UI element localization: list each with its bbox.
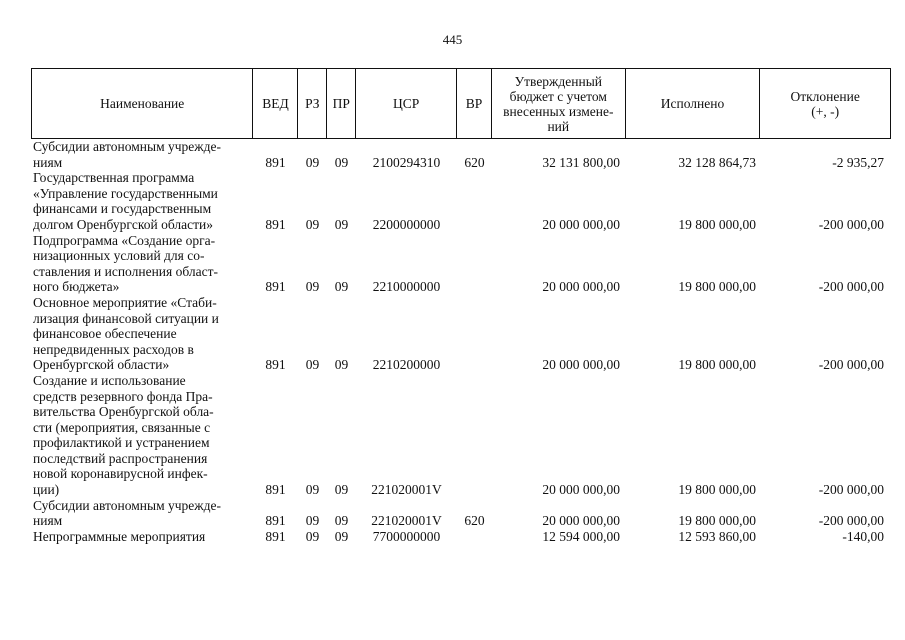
header-deviation-line: (+, -) bbox=[811, 103, 840, 119]
name-line: Подпрограмма «Создание орга- bbox=[33, 232, 216, 248]
cell-approved-budget: 12 594 000,00 bbox=[542, 528, 620, 544]
table-header bbox=[31, 68, 891, 139]
name-line: Субсидии автономным учрежде- bbox=[33, 497, 221, 513]
cell-deviation: -2 935,27 bbox=[832, 154, 884, 170]
page-number: 445 bbox=[442, 32, 463, 47]
cell-executed: 19 800 000,00 bbox=[678, 216, 756, 232]
cell-csr: 2200000000 bbox=[372, 216, 441, 232]
cell-deviation: -200 000,00 bbox=[818, 357, 884, 373]
header-pr: ПР bbox=[327, 69, 356, 138]
cell-rz: 09 bbox=[305, 528, 320, 544]
name-line: «Управление государственными bbox=[33, 185, 218, 201]
cell-pr: 09 bbox=[334, 279, 349, 295]
name-line: вительства Оренбургской обла- bbox=[33, 404, 214, 420]
name-line: Создание и использование bbox=[33, 372, 186, 388]
name-line: последствий распространения bbox=[33, 450, 208, 466]
cell-deviation: -200 000,00 bbox=[818, 279, 884, 295]
name-line: ного бюджета» bbox=[33, 279, 120, 295]
budget-table bbox=[31, 68, 891, 544]
name-line: Непрограммные мероприятия bbox=[33, 528, 206, 544]
cell-executed: 19 800 000,00 bbox=[678, 279, 756, 295]
name-line: новой коронавирусной инфек- bbox=[33, 466, 208, 482]
cell-csr: 2210000000 bbox=[372, 279, 441, 295]
cell-approved-budget: 32 131 800,00 bbox=[542, 154, 620, 170]
header-approved-budget bbox=[492, 69, 626, 138]
cell-pr: 09 bbox=[334, 154, 349, 170]
header-budget-line: Утвержденный bbox=[514, 73, 602, 89]
header-csr: ЦСР bbox=[356, 69, 457, 138]
header-budget-line: ний bbox=[547, 118, 570, 134]
cell-rz: 09 bbox=[305, 482, 320, 498]
cell-ved: 891 bbox=[265, 482, 286, 498]
cell-name bbox=[31, 170, 253, 232]
table-row bbox=[31, 498, 891, 529]
cell-approved-budget: 20 000 000,00 bbox=[542, 482, 620, 498]
cell-executed: 32 128 864,73 bbox=[678, 154, 756, 170]
cell-csr: 221020001V bbox=[371, 482, 442, 498]
cell-name bbox=[31, 139, 253, 170]
name-line: финансовое обеспечение bbox=[33, 326, 177, 342]
cell-executed: 19 800 000,00 bbox=[678, 482, 756, 498]
cell-deviation: -200 000,00 bbox=[818, 216, 884, 232]
name-line: Основное мероприятие «Стаби- bbox=[33, 294, 217, 310]
cell-deviation: -200 000,00 bbox=[818, 513, 884, 529]
cell-deviation: -200 000,00 bbox=[818, 482, 884, 498]
name-line: ставления и исполнения област- bbox=[33, 263, 219, 279]
table-row bbox=[31, 233, 891, 295]
cell-executed: 19 800 000,00 bbox=[678, 513, 756, 529]
name-line: ции) bbox=[33, 482, 60, 498]
table-body bbox=[31, 139, 891, 544]
cell-name bbox=[31, 498, 253, 529]
name-line: профилактикой и устранением bbox=[33, 435, 210, 451]
cell-name bbox=[31, 295, 253, 373]
cell-executed: 12 593 860,00 bbox=[678, 528, 756, 544]
header-deviation bbox=[760, 69, 890, 138]
cell-rz: 09 bbox=[305, 357, 320, 373]
cell-approved-budget: 20 000 000,00 bbox=[542, 513, 620, 529]
name-line: лизация финансовой ситуации и bbox=[33, 310, 219, 326]
name-line: сти (мероприятия, связанные с bbox=[33, 419, 211, 435]
cell-ved: 891 bbox=[265, 513, 286, 529]
cell-rz: 09 bbox=[305, 154, 320, 170]
cell-csr: 2210200000 bbox=[372, 357, 441, 373]
table-row bbox=[31, 295, 891, 373]
cell-name bbox=[31, 233, 253, 295]
table-row bbox=[31, 529, 891, 545]
header-rz: РЗ bbox=[298, 69, 327, 138]
cell-pr: 09 bbox=[334, 528, 349, 544]
name-line: долгом Оренбургской области» bbox=[33, 216, 213, 232]
cell-ved: 891 bbox=[265, 528, 286, 544]
name-line: низационных условий для со- bbox=[33, 248, 205, 264]
cell-ved: 891 bbox=[265, 279, 286, 295]
cell-ved: 891 bbox=[265, 357, 286, 373]
cell-name bbox=[31, 529, 253, 545]
table-row bbox=[31, 373, 891, 498]
name-line: средств резервного фонда Пра- bbox=[33, 388, 213, 404]
cell-ved: 891 bbox=[265, 154, 286, 170]
header-budget-line: бюджет с учетом bbox=[509, 88, 607, 104]
cell-rz: 09 bbox=[305, 216, 320, 232]
table-row bbox=[31, 170, 891, 232]
cell-pr: 09 bbox=[334, 513, 349, 529]
cell-csr: 221020001V bbox=[371, 513, 442, 529]
cell-ved: 891 bbox=[265, 216, 286, 232]
name-line: ниям bbox=[33, 154, 63, 170]
cell-csr: 7700000000 bbox=[372, 528, 441, 544]
name-line: Государственная программа bbox=[33, 170, 195, 186]
cell-pr: 09 bbox=[334, 216, 349, 232]
header-vr: ВР bbox=[457, 69, 492, 138]
header-ved: ВЕД bbox=[253, 69, 298, 138]
name-line: Субсидии автономным учрежде- bbox=[33, 139, 221, 154]
cell-approved-budget: 20 000 000,00 bbox=[542, 357, 620, 373]
table-row bbox=[31, 139, 891, 170]
header-executed: Исполнено bbox=[626, 69, 761, 138]
name-line: финансами и государственным bbox=[33, 201, 212, 217]
cell-pr: 09 bbox=[334, 482, 349, 498]
cell-vr: 620 bbox=[464, 154, 485, 170]
name-line: Оренбургской области» bbox=[33, 357, 170, 373]
cell-csr: 2100294310 bbox=[372, 154, 441, 170]
name-line: непредвиденных расходов в bbox=[33, 341, 194, 357]
cell-vr: 620 bbox=[464, 513, 485, 529]
header-deviation-line: Отклонение bbox=[790, 88, 860, 104]
cell-pr: 09 bbox=[334, 357, 349, 373]
cell-name bbox=[31, 373, 253, 498]
cell-approved-budget: 20 000 000,00 bbox=[542, 216, 620, 232]
cell-approved-budget: 20 000 000,00 bbox=[542, 279, 620, 295]
cell-rz: 09 bbox=[305, 279, 320, 295]
cell-executed: 19 800 000,00 bbox=[678, 357, 756, 373]
cell-deviation: -140,00 bbox=[842, 528, 884, 544]
header-name: Наименование bbox=[32, 69, 253, 138]
header-budget-line: внесенных измене- bbox=[503, 103, 614, 119]
cell-rz: 09 bbox=[305, 513, 320, 529]
name-line: ниям bbox=[33, 513, 63, 529]
